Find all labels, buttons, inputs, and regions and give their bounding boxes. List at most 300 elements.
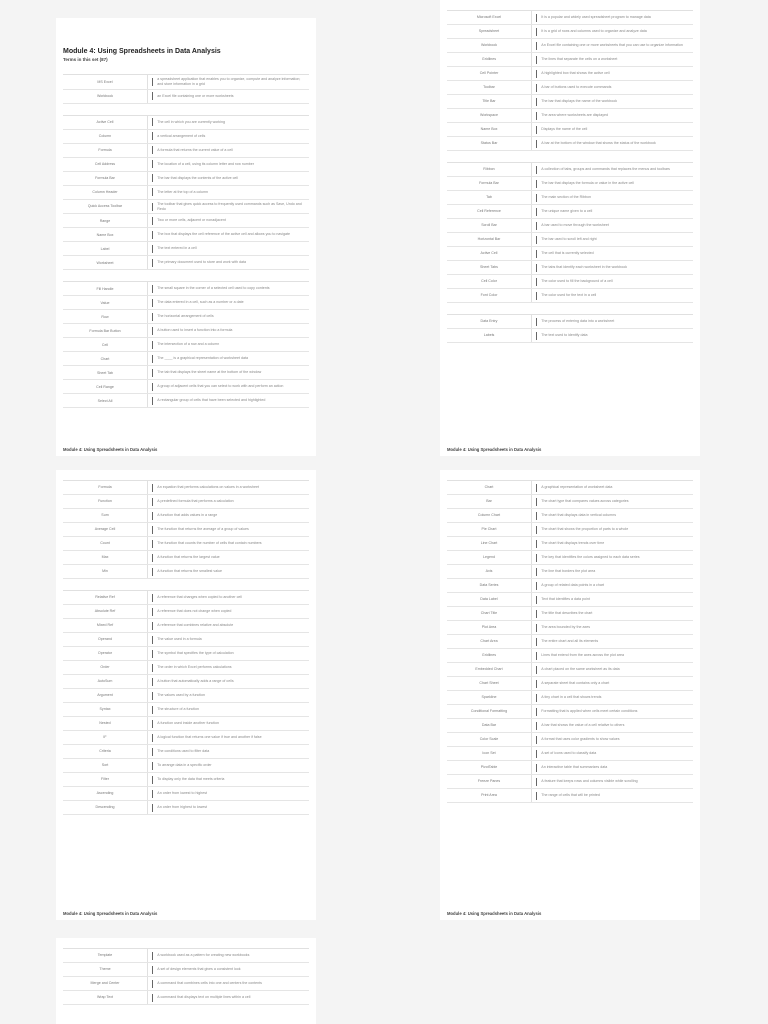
- column-divider: [531, 705, 532, 718]
- column-divider: [531, 95, 532, 108]
- term-row: [447, 607, 693, 621]
- term-row: [63, 759, 309, 773]
- term-text: Chart: [484, 485, 494, 490]
- term-text: Microsoft Excel: [476, 15, 502, 20]
- definition-text: A bar at the bottom of the window that shows the status of the workbook: [541, 141, 656, 146]
- definition-text: The box that displays the cell reference of the active cell and allows you to navigate: [157, 232, 290, 237]
- column-divider: [147, 801, 148, 814]
- term-text: Worksheet: [96, 260, 114, 265]
- term-row: [63, 144, 309, 158]
- term-text: Spreadsheet: [478, 29, 500, 34]
- column-divider: [531, 289, 532, 302]
- term-text: Data Label: [480, 597, 498, 602]
- term-text: Label: [100, 246, 110, 251]
- term-row: [447, 593, 693, 607]
- column-divider: [531, 677, 532, 690]
- definition-text: A logical function that returns one value if true and another if false: [157, 735, 262, 740]
- page-2-groups: [447, 10, 693, 343]
- terms-heading: Terms in this set (87): [63, 57, 108, 62]
- term-row: [63, 633, 309, 647]
- term-group: [447, 162, 693, 303]
- term-text: Horizontal Bar: [477, 237, 501, 242]
- term-text: Column: [98, 133, 112, 138]
- definition-text: A bar that shows the value of a cell relative to others: [541, 723, 625, 728]
- column-divider: [531, 177, 532, 190]
- definition-text: A group of adjacent cells that you can select to work with and perform an action: [157, 384, 284, 389]
- page-1: [56, 18, 316, 456]
- column-divider: [147, 158, 148, 171]
- definition-text: The tabs that identify each worksheet in the workbook: [541, 265, 627, 270]
- term-text: Color Scale: [479, 737, 499, 742]
- column-divider: [531, 481, 532, 494]
- definition-text: a spreadsheet application that enables you to organize, compute and analyze information; and store information in a grid: [157, 77, 301, 86]
- column-divider: [147, 745, 148, 758]
- column-divider: [147, 256, 148, 269]
- term-text: Relative Ref: [95, 595, 115, 600]
- term-row: [447, 523, 693, 537]
- term-row: [447, 733, 693, 747]
- page-3: [56, 470, 316, 920]
- term-text: Formula Bar: [95, 175, 115, 180]
- term-row: [63, 172, 309, 186]
- term-text: Workspace: [480, 113, 498, 118]
- term-row: [447, 565, 693, 579]
- term-text: Column Header: [92, 189, 118, 194]
- term-row: [63, 731, 309, 745]
- column-divider: [531, 109, 532, 122]
- definition-text: A collection of tabs, groups and commands that replaces the menus and toolbars: [541, 167, 670, 172]
- term-text: Status Bar: [480, 141, 498, 146]
- definition-text: A button used to insert a function into a formula: [157, 328, 233, 333]
- term-row: [63, 242, 309, 256]
- term-row: [447, 663, 693, 677]
- definition-text: Two or more cells, adjacent or nonadjacent: [157, 218, 226, 223]
- definition-text: A highlighted box that shows the active cell: [541, 71, 610, 76]
- column-divider: [531, 219, 532, 232]
- term-row: [447, 25, 693, 39]
- page-footer: Module 4: Using Spreadsheets in Data Analysis: [63, 911, 158, 916]
- column-divider: [147, 228, 148, 241]
- term-text: Order: [100, 665, 110, 670]
- term-row: [63, 228, 309, 242]
- term-text: Chart Area: [480, 639, 498, 644]
- definition-text: The bar used to scroll left and right: [541, 237, 597, 242]
- column-divider: [531, 621, 532, 634]
- page-1-groups: [63, 74, 309, 408]
- term-text: Gridlines: [481, 57, 497, 62]
- term-text: Data Series: [479, 583, 499, 588]
- column-divider: [147, 214, 148, 227]
- column-divider: [147, 703, 148, 716]
- column-divider: [147, 144, 148, 157]
- column-divider: [147, 495, 148, 508]
- column-divider: [531, 565, 532, 578]
- term-row: [63, 338, 309, 352]
- term-text: Quick Access Toolbar: [87, 204, 123, 209]
- term-text: Sheet Tab: [96, 370, 114, 375]
- term-text: Cell Pointer: [479, 71, 499, 76]
- definition-text: The function that returns the average of a group of values: [157, 527, 249, 532]
- term-text: Name Box: [96, 232, 114, 237]
- definition-text: A button that automatically adds a range of cells: [157, 679, 234, 684]
- term-row: [63, 256, 309, 270]
- definition-text: The bar that displays the formula or value in the active cell: [541, 181, 634, 186]
- column-divider: [531, 261, 532, 274]
- column-divider: [147, 481, 148, 494]
- term-row: [447, 789, 693, 803]
- column-divider: [531, 53, 532, 66]
- column-divider: [147, 75, 148, 89]
- definition-text: The cell in which you are currently working: [157, 119, 226, 124]
- term-text: Template: [97, 953, 113, 958]
- term-text: Theme: [99, 967, 111, 972]
- column-divider: [147, 130, 148, 143]
- definition-text: The unique name given to a cell: [541, 209, 593, 214]
- term-text: Absolute Ref: [94, 609, 116, 614]
- definition-text: The main section of the Ribbon: [541, 195, 592, 200]
- term-text: Font Color: [480, 293, 498, 298]
- term-row: [63, 352, 309, 366]
- term-row: [447, 261, 693, 275]
- definition-text: an Excel file containing one or more worksheets: [157, 93, 234, 98]
- term-row: [447, 289, 693, 303]
- definition-text: A rectangular group of cells that have been selected and highlighted: [157, 398, 266, 403]
- term-text: Workbook: [480, 43, 498, 48]
- column-divider: [147, 116, 148, 129]
- column-divider: [531, 761, 532, 774]
- column-divider: [147, 338, 148, 351]
- term-text: Argument: [97, 693, 113, 698]
- column-divider: [147, 773, 148, 786]
- term-text: Chart Title: [480, 611, 498, 616]
- term-row: [447, 177, 693, 191]
- term-row: [447, 677, 693, 691]
- definition-text: A separate sheet that contains only a chart: [541, 681, 610, 686]
- definition-text: The process of entering data into a worksheet: [541, 319, 615, 324]
- term-text: IF: [103, 735, 107, 740]
- definition-text: Lines that extend from the axes across the plot area: [541, 653, 625, 658]
- term-row: [63, 90, 309, 104]
- term-row: [63, 537, 309, 551]
- page-4-groups: [447, 480, 693, 803]
- definition-text: A command that displays text on multiple lines within a cell: [157, 995, 251, 1000]
- term-row: [447, 775, 693, 789]
- term-row: [447, 719, 693, 733]
- definition-text: The tab that displays the sheet name at the bottom of the window: [157, 370, 262, 375]
- term-text: Cell Range: [96, 384, 114, 389]
- term-text: Scroll Bar: [481, 223, 497, 228]
- column-divider: [531, 25, 532, 38]
- term-text: Formula Bar Button: [89, 328, 121, 333]
- definition-text: The text used to identify data: [541, 333, 588, 338]
- page-title: Module 4: Using Spreadsheets in Data Analysis: [63, 48, 221, 55]
- column-divider: [147, 366, 148, 379]
- term-text: Cell: [101, 342, 109, 347]
- term-text: Merge and Center: [90, 981, 120, 986]
- definition-text: The chart that displays trends over time: [541, 541, 605, 546]
- definition-text: Formatting that is applied when cells meet certain conditions: [541, 709, 638, 714]
- definition-text: A reference that changes when copied to another cell: [157, 595, 243, 600]
- definition-text: The area where worksheets are displayed: [541, 113, 609, 118]
- term-row: [63, 745, 309, 759]
- term-row: [63, 703, 309, 717]
- definition-text: a vertical arrangement of cells: [157, 133, 206, 138]
- definition-text: The function that counts the number of cells that contain numbers: [157, 541, 262, 546]
- term-row: [63, 481, 309, 495]
- definition-text: The bar that displays the contents of the active cell: [157, 175, 239, 180]
- column-divider: [147, 551, 148, 564]
- column-divider: [147, 949, 148, 962]
- term-group: [447, 480, 693, 803]
- column-divider: [531, 39, 532, 52]
- definition-text: A function that adds values in a range: [157, 513, 218, 518]
- column-divider: [531, 691, 532, 704]
- definition-text: A command that combines cells into one and centers the contents: [157, 981, 262, 986]
- column-divider: [531, 247, 532, 260]
- term-text: Select All: [97, 398, 113, 403]
- column-divider: [147, 537, 148, 550]
- term-text: Cell Color: [481, 279, 497, 284]
- term-text: Sparkline: [481, 695, 497, 700]
- term-text: AutoSum: [97, 679, 113, 684]
- term-group: [63, 281, 309, 408]
- definition-text: The intersection of a row and a column: [157, 342, 220, 347]
- definition-text: A graphical representation of worksheet data: [541, 485, 613, 490]
- definition-text: It is a popular and widely used spreadsheet program to manage data: [541, 15, 651, 20]
- page-2: [440, 0, 700, 456]
- term-group: [63, 590, 309, 815]
- term-row: [447, 635, 693, 649]
- term-row: [447, 747, 693, 761]
- column-divider: [531, 275, 532, 288]
- term-text: Gridlines: [481, 653, 497, 658]
- term-row: [63, 773, 309, 787]
- term-row: [63, 801, 309, 815]
- term-row: [447, 275, 693, 289]
- term-row: [63, 214, 309, 228]
- definition-text: A reference that does not change when copied: [157, 609, 232, 614]
- term-text: Workbook: [96, 93, 114, 98]
- definition-text: The data entered in a cell, such as a number or a date: [157, 300, 244, 305]
- definition-text: A set of icons used to classify data: [541, 751, 597, 756]
- column-divider: [531, 607, 532, 620]
- term-row: [447, 11, 693, 25]
- definition-text: The letter at the top of a column: [157, 189, 209, 194]
- definition-text: A tiny chart in a cell that shows trends: [541, 695, 602, 700]
- term-text: Active Cell: [480, 251, 498, 256]
- column-divider: [147, 186, 148, 199]
- definition-text: A set of design elements that gives a consistent look: [157, 967, 241, 972]
- column-divider: [147, 759, 148, 772]
- term-row: [63, 689, 309, 703]
- term-text: Chart Sheet: [479, 681, 499, 686]
- definition-text: The title that describes the chart: [541, 611, 593, 616]
- term-row: [63, 605, 309, 619]
- definition-text: The color used for the text in a cell: [541, 293, 597, 298]
- column-divider: [147, 200, 148, 214]
- column-divider: [531, 163, 532, 176]
- definition-text: The order in which Excel performs calculations: [157, 665, 232, 670]
- definition-text: An equation that performs calculations on values in a worksheet: [157, 485, 259, 490]
- term-text: Tab: [486, 195, 492, 200]
- term-row: [63, 963, 309, 977]
- definition-text: A chart placed on the same worksheet as its data: [541, 667, 620, 672]
- term-text: Fill Handle: [96, 286, 114, 291]
- term-text: Operand: [98, 637, 112, 642]
- column-divider: [147, 977, 148, 990]
- term-row: [63, 495, 309, 509]
- term-row: [447, 705, 693, 719]
- column-divider: [531, 81, 532, 94]
- term-text: Data Entry: [480, 319, 498, 324]
- definition-text: An Excel file containing one or more worksheets that you can use to organize information: [541, 43, 683, 48]
- term-row: [447, 95, 693, 109]
- column-divider: [531, 747, 532, 760]
- term-row: [447, 219, 693, 233]
- term-row: [63, 310, 309, 324]
- column-divider: [147, 633, 148, 646]
- term-row: [447, 247, 693, 261]
- term-row: [63, 675, 309, 689]
- term-row: [63, 116, 309, 130]
- column-divider: [147, 380, 148, 393]
- definition-text: The value used in a formula: [157, 637, 202, 642]
- term-text: Plot Area: [481, 625, 497, 630]
- column-divider: [147, 647, 148, 660]
- term-text: Freeze Panes: [477, 779, 501, 784]
- term-row: [447, 81, 693, 95]
- term-text: Pie Chart: [481, 527, 497, 532]
- column-divider: [531, 67, 532, 80]
- column-divider: [147, 242, 148, 255]
- term-text: Function: [98, 499, 112, 504]
- column-divider: [147, 787, 148, 800]
- column-divider: [531, 733, 532, 746]
- column-divider: [531, 205, 532, 218]
- column-divider: [531, 551, 532, 564]
- column-divider: [147, 172, 148, 185]
- term-text: Filter: [101, 777, 109, 782]
- definition-text: The toolbar that gives quick access to frequently used commands such as Save, Undo and Redo: [157, 201, 302, 211]
- column-divider: [531, 579, 532, 592]
- column-divider: [531, 329, 532, 342]
- column-divider: [531, 719, 532, 732]
- term-row: [447, 509, 693, 523]
- term-text: Embedded Chart: [475, 667, 503, 672]
- term-text: Cell Reference: [477, 209, 501, 214]
- definition-text: The key that identifies the colors assigned to each data series: [541, 555, 640, 560]
- column-divider: [531, 635, 532, 648]
- column-divider: [147, 523, 148, 536]
- column-divider: [531, 649, 532, 662]
- column-divider: [147, 605, 148, 618]
- page-3-groups: [63, 480, 309, 815]
- term-row: [63, 394, 309, 408]
- term-row: [63, 186, 309, 200]
- term-text: Formula: [98, 147, 112, 152]
- term-row: [63, 130, 309, 144]
- definition-text: The symbol that specifies the type of calculation: [157, 651, 234, 656]
- column-divider: [531, 523, 532, 536]
- definition-text: It is a grid of rows and columns used to organize and analyze data: [541, 29, 647, 34]
- term-text: Bar: [486, 499, 492, 504]
- term-text: Ascending: [96, 791, 114, 796]
- column-divider: [531, 775, 532, 788]
- term-text: Formula Bar: [479, 181, 499, 186]
- column-divider: [531, 789, 532, 802]
- term-row: [447, 329, 693, 343]
- term-text: MS Excel: [97, 79, 113, 84]
- definition-text: The values used by a function: [157, 693, 206, 698]
- term-row: [447, 53, 693, 67]
- definition-text: The chart that displays data in vertical columns: [541, 513, 617, 518]
- term-text: Syntax: [99, 707, 111, 712]
- definition-text: The lines that separate the cells on a worksheet: [541, 57, 618, 62]
- term-text: Range: [99, 218, 111, 223]
- term-row: [63, 717, 309, 731]
- term-group: [63, 74, 309, 104]
- term-text: Value: [100, 300, 110, 305]
- definition-text: The conditions used to filter data: [157, 749, 210, 754]
- term-text: Axis: [485, 569, 493, 574]
- term-row: [63, 75, 309, 90]
- term-group: [447, 10, 693, 151]
- definition-text: The cell that is currently selected: [541, 251, 594, 256]
- definition-text: The bar that displays the name of the workbook: [541, 99, 618, 104]
- term-row: [63, 551, 309, 565]
- term-text: Data Bar: [481, 723, 497, 728]
- term-row: [63, 661, 309, 675]
- definition-text: A function that returns the largest value: [157, 555, 220, 560]
- term-row: [447, 537, 693, 551]
- column-divider: [147, 324, 148, 337]
- definition-text: The primary document used to store and work with data: [157, 260, 246, 265]
- term-row: [63, 380, 309, 394]
- definition-text: The chart type that compares values across categories: [541, 499, 629, 504]
- term-text: Toolbar: [483, 85, 495, 90]
- column-divider: [147, 509, 148, 522]
- definition-text: The line that borders the plot area: [541, 569, 596, 574]
- page-5: [56, 938, 316, 1024]
- term-text: Title Bar: [482, 99, 496, 104]
- term-group: [63, 948, 309, 1005]
- column-divider: [147, 591, 148, 604]
- column-divider: [531, 593, 532, 606]
- term-text: Conditional Formatting: [470, 709, 508, 714]
- column-divider: [531, 495, 532, 508]
- column-divider: [147, 296, 148, 309]
- definition-text: The chart that shows the proportion of parts to a whole: [541, 527, 629, 532]
- term-text: Legend: [483, 555, 495, 560]
- definition-text: Text that identifies a data point: [541, 597, 590, 602]
- term-row: [447, 123, 693, 137]
- definition-text: A bar of buttons used to execute commands: [541, 85, 612, 90]
- definition-text: A workbook used as a pattern for creating new workbooks: [157, 953, 250, 958]
- term-text: Criteria: [99, 749, 111, 754]
- term-row: [63, 565, 309, 579]
- term-row: [63, 296, 309, 310]
- column-divider: [147, 731, 148, 744]
- column-divider: [531, 11, 532, 24]
- page-footer: Module 4: Using Spreadsheets in Data Analysis: [447, 911, 542, 916]
- term-text: Chart: [100, 356, 110, 361]
- term-row: [63, 949, 309, 963]
- term-group: [63, 480, 309, 579]
- term-row: [447, 649, 693, 663]
- term-text: Mixed Ref: [96, 623, 114, 628]
- column-divider: [147, 661, 148, 674]
- term-text: Column Chart: [477, 513, 501, 518]
